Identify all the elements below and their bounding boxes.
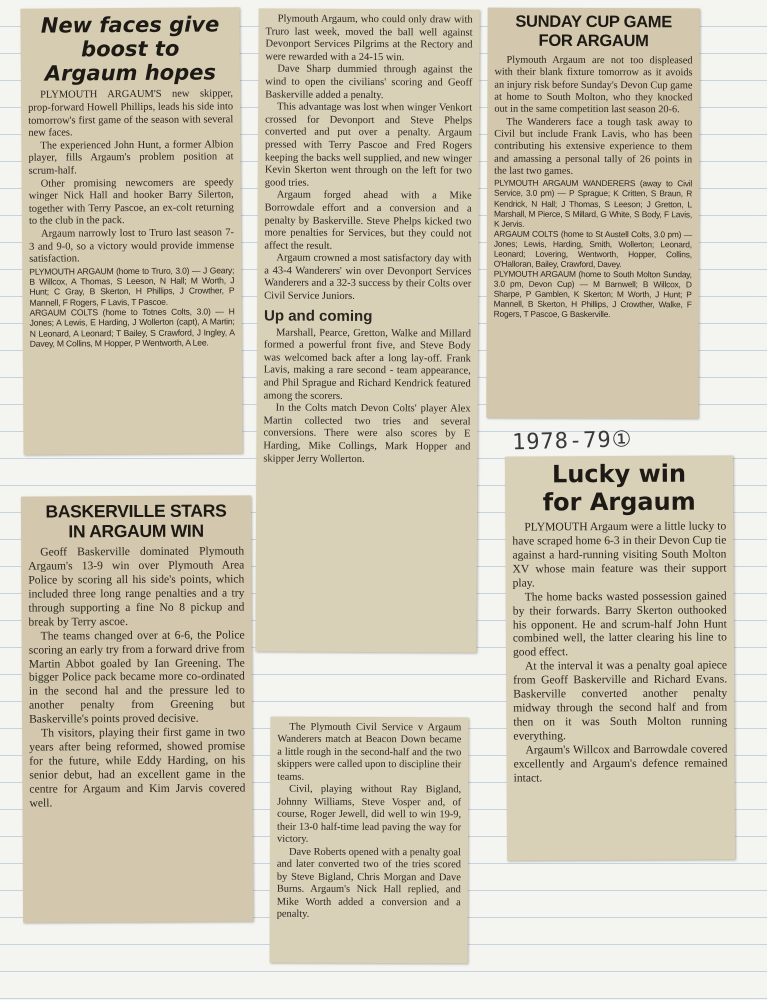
headline-line: FOR ARGAUM	[538, 31, 649, 51]
paragraph: Dave Roberts opened with a penalty goal and later converted two of the tries scored by Steve Bigland, Chris Morgan and Dave Burns. Argaum's Nick Hall replied, and Mike Worth added a conversion and a penalty.	[276, 846, 461, 921]
team-list: ARGAUM COLTS (home to St Austell Colts, 3.0 pm) — Jones; Lewis, Harding, Smith, Wollerton; Leonard, Leonard; Lovering, Wentworth, Hopper, Collins, O'Halloran, Bailey, Crawford, Davey.	[493, 228, 692, 270]
headline-line: New faces give	[40, 12, 220, 38]
headline-line: Argaum hopes	[44, 60, 217, 86]
team-list: ARGAUM COLTS (home to Totnes Colts, 3.0) — H Jones; A Lewis, E Harding, J Wollerton (capt), A Martin; N Leonard, A Leonard; T Bailey, S Crawford, J Ingley, A Davey, M Collins, M Hopper, P Wentworth, A Lee.	[29, 306, 235, 349]
clipping-24-15-win	[255, 8, 479, 652]
headline-line: SUNDAY CUP GAME	[515, 12, 672, 32]
paragraph: The teams changed over at 6-6, the Police scoring an early try from a forward drive from Martin Abbot goaled by Ian Greening. The bigger Police pack became more co-ordinated in the second hal and the pressure led to another penalty from Greening but Baskerville's points proved decisive.	[28, 628, 246, 726]
clipping-civil-service-match	[270, 717, 469, 964]
headline-line: BASKERVILLE STARS	[45, 500, 227, 522]
paragraph: Plymouth Argaum, who could only draw with Truro last week, moved the ball well against Devonport Services Pilgrims at the Rectory and were rewarded with a 24-15 win.	[265, 13, 473, 63]
article-body	[512, 520, 727, 785]
article-body	[264, 13, 473, 304]
paragraph: The Plymouth Civil Service v Argaum Wanderers match at Beacon Down became a little rough in the second-half and the two skippers were called upon to discipline their teams.	[277, 721, 462, 783]
headline-line: IN ARGAUM WIN	[68, 520, 204, 542]
article-body	[277, 722, 462, 922]
clipping-new-faces	[20, 7, 242, 455]
paragraph: PLYMOUTH Argaum were a little lucky to have scraped home 6-3 in their Devon Cup tie against a hard-running visiting South Molton XV whose main feature was their support play.	[512, 519, 727, 590]
paragraph: Th visitors, playing their first game in two years after being reformed, showed promise for the future, while Eddy Harding, on his senior debut, had an excellent game in the centre for Argaum and Kim Jarvis covered well.	[29, 725, 246, 810]
article-body-continued	[263, 327, 471, 467]
subheading-up-and-coming: Up and coming	[264, 307, 373, 325]
headline-new-faces	[27, 12, 233, 86]
headline-lucky-win	[512, 460, 726, 516]
headline-line: boost to	[81, 36, 180, 62]
headline-line: for Argaum	[542, 487, 696, 516]
article-body	[494, 55, 693, 320]
clipping-sunday-cup-game	[486, 8, 699, 419]
paragraph: In the Colts match Devon Colts' player Alex Martin collected two tries and several conversions. There were also scores by E Harding, Mike Collings, Mark Hopper and skipper Jerry Wollerton.	[263, 402, 471, 465]
paragraph: Other promising newcomers are speedy winger Nick Hall and hooker Barry Silerton, together with Terry Pascoe, an ex-colt returning to the club in the pack.	[28, 176, 234, 228]
paragraph: Dave Sharp dummied through against the wind to open the civilians' scoring and Geoff Baskerville added a penalty.	[265, 63, 473, 101]
paragraph: Geoff Baskerville dominated Plymouth Argaum's 13-9 win over Plymouth Area Police by scoring all his side's points, which included three long range penalties and a try through supporting a fine No 8 pickup and break by Terry ascoe.	[28, 544, 245, 629]
article-body	[28, 89, 235, 349]
headline-sunday-cup-game	[495, 13, 693, 52]
paragraph: Argaum crowned a most satisfactory day with a 43-4 Wanderers' win over Devonport Services Wanderers and a 32-3 success by their Colts over Civil Service Juniors.	[264, 252, 472, 302]
clipping-baskerville-stars	[21, 495, 253, 922]
paragraph: Plymouth Argaum are not too displeased with their blank fixture tomorrow as it avoids an injury risk before Sunday's Devon Cup game at home to South Molton, who they knocked out in the same competition last season 20-6.	[494, 54, 693, 116]
team-list: PLYMOUTH ARGAUM WANDERERS (away to Civil Service, 3.0 pm) — P Sprague; K Critten, S Braun, R Kendrick, N Hall; J Thomas, S Leeson; J Gretton, L Marshall, M Pierce, S Millard, G White, S Body, F Lavis, K Jervis.	[493, 178, 693, 229]
paragraph: Argaum's Willcox and Barrowdale covered excellently and Argaum's defence remained intact.	[513, 742, 728, 785]
clipping-lucky-win	[505, 455, 735, 860]
team-list: PLYMOUTH ARGAUM (home to South Molton Sunday, 3.0 pm, Devon Cup) — M Barnwell; B Willcox, D Sharpe, P Gamblen, K Skerton; M Worth, J Hunt; P Mannell, B Skerton, H Phillips, J Crowther, Walke, F Rogers, T Pascoe, G Baskerville.	[493, 268, 692, 320]
headline-baskerville-stars	[28, 500, 244, 541]
paragraph: Argaum narrowly lost to Truro last season 7-3 and 9-0, so a victory would provide immense satisfaction.	[29, 227, 235, 265]
team-list: PLYMOUTH ARGAUM (home to Truro, 3.0) — J Geary; B Willcox, A Thomas, S Leeson, N Hall; M Worth, J Hunt; C Gray, B Skerton, H Phillips, J Crowther, P Mannell, F Rogers, F Lavis, T Pascoe.	[29, 265, 235, 308]
paragraph: PLYMOUTH ARGAUM'S new skipper, prop-forward Howell Phillips, leads his side into tomorrow's first game of the season with several new faces.	[28, 88, 234, 139]
paragraph: Civil, playing without Ray Bigland, Johnny Williams, Steve Vosper and, of course, Roger Jewell, did well to win 19-9, their 13-0 half-time lead paving the way for victory.	[276, 784, 462, 846]
paragraph: The home backs wasted possession gained by their forwards. Barry Skerton outhooked his opponent. He and scrum-half John Hunt combined well, the latter clearing his line to good effect.	[512, 589, 727, 659]
paragraph: This advantage was lost when winger Venkort crossed for Devonport and Steve Phelps converted and put over a penalty. Argaum pressed with Terry Pascoe and Fred Rogers keeping the backs well supplied, and new winger Kevin Skerton went through on the left for two good tries.	[264, 101, 473, 189]
paragraph: The Wanderers face a tough task away to Civil but include Frank Lavis, who has been contributing his extensive experience to them and amassing a personal tally of 26 points in the last two games.	[494, 116, 693, 177]
article-body	[28, 545, 245, 810]
paragraph: Argaum forged ahead with a Mike Borrowdale effort and a conversion and a penalty by Baskerville. Steve Phelps kicked two more penalties for Services, but they could not affect the result.	[264, 189, 472, 252]
paragraph: Marshall, Pearce, Gretton, Walke and Millard formed a powerful front five, and Steve Body was welcomed back after a long lay-off. Frank Lavis, making a rare second - team appearance, and Phil Sprague and Richard Kendrick featured among the scorers.	[263, 327, 472, 402]
paragraph: At the interval it was a penalty goal apiece from Geoff Baskerville and Richard Evans. Baskerville converted another penalty midway through the second half and from then on it was South Molton running everything.	[513, 658, 728, 743]
handwritten-season-note: 1978-79①	[511, 427, 633, 456]
headline-line: Lucky win	[551, 459, 687, 489]
paragraph: The experienced John Hunt, a former Albion player, fills Argaum's problem position at scrum-half.	[28, 139, 234, 177]
